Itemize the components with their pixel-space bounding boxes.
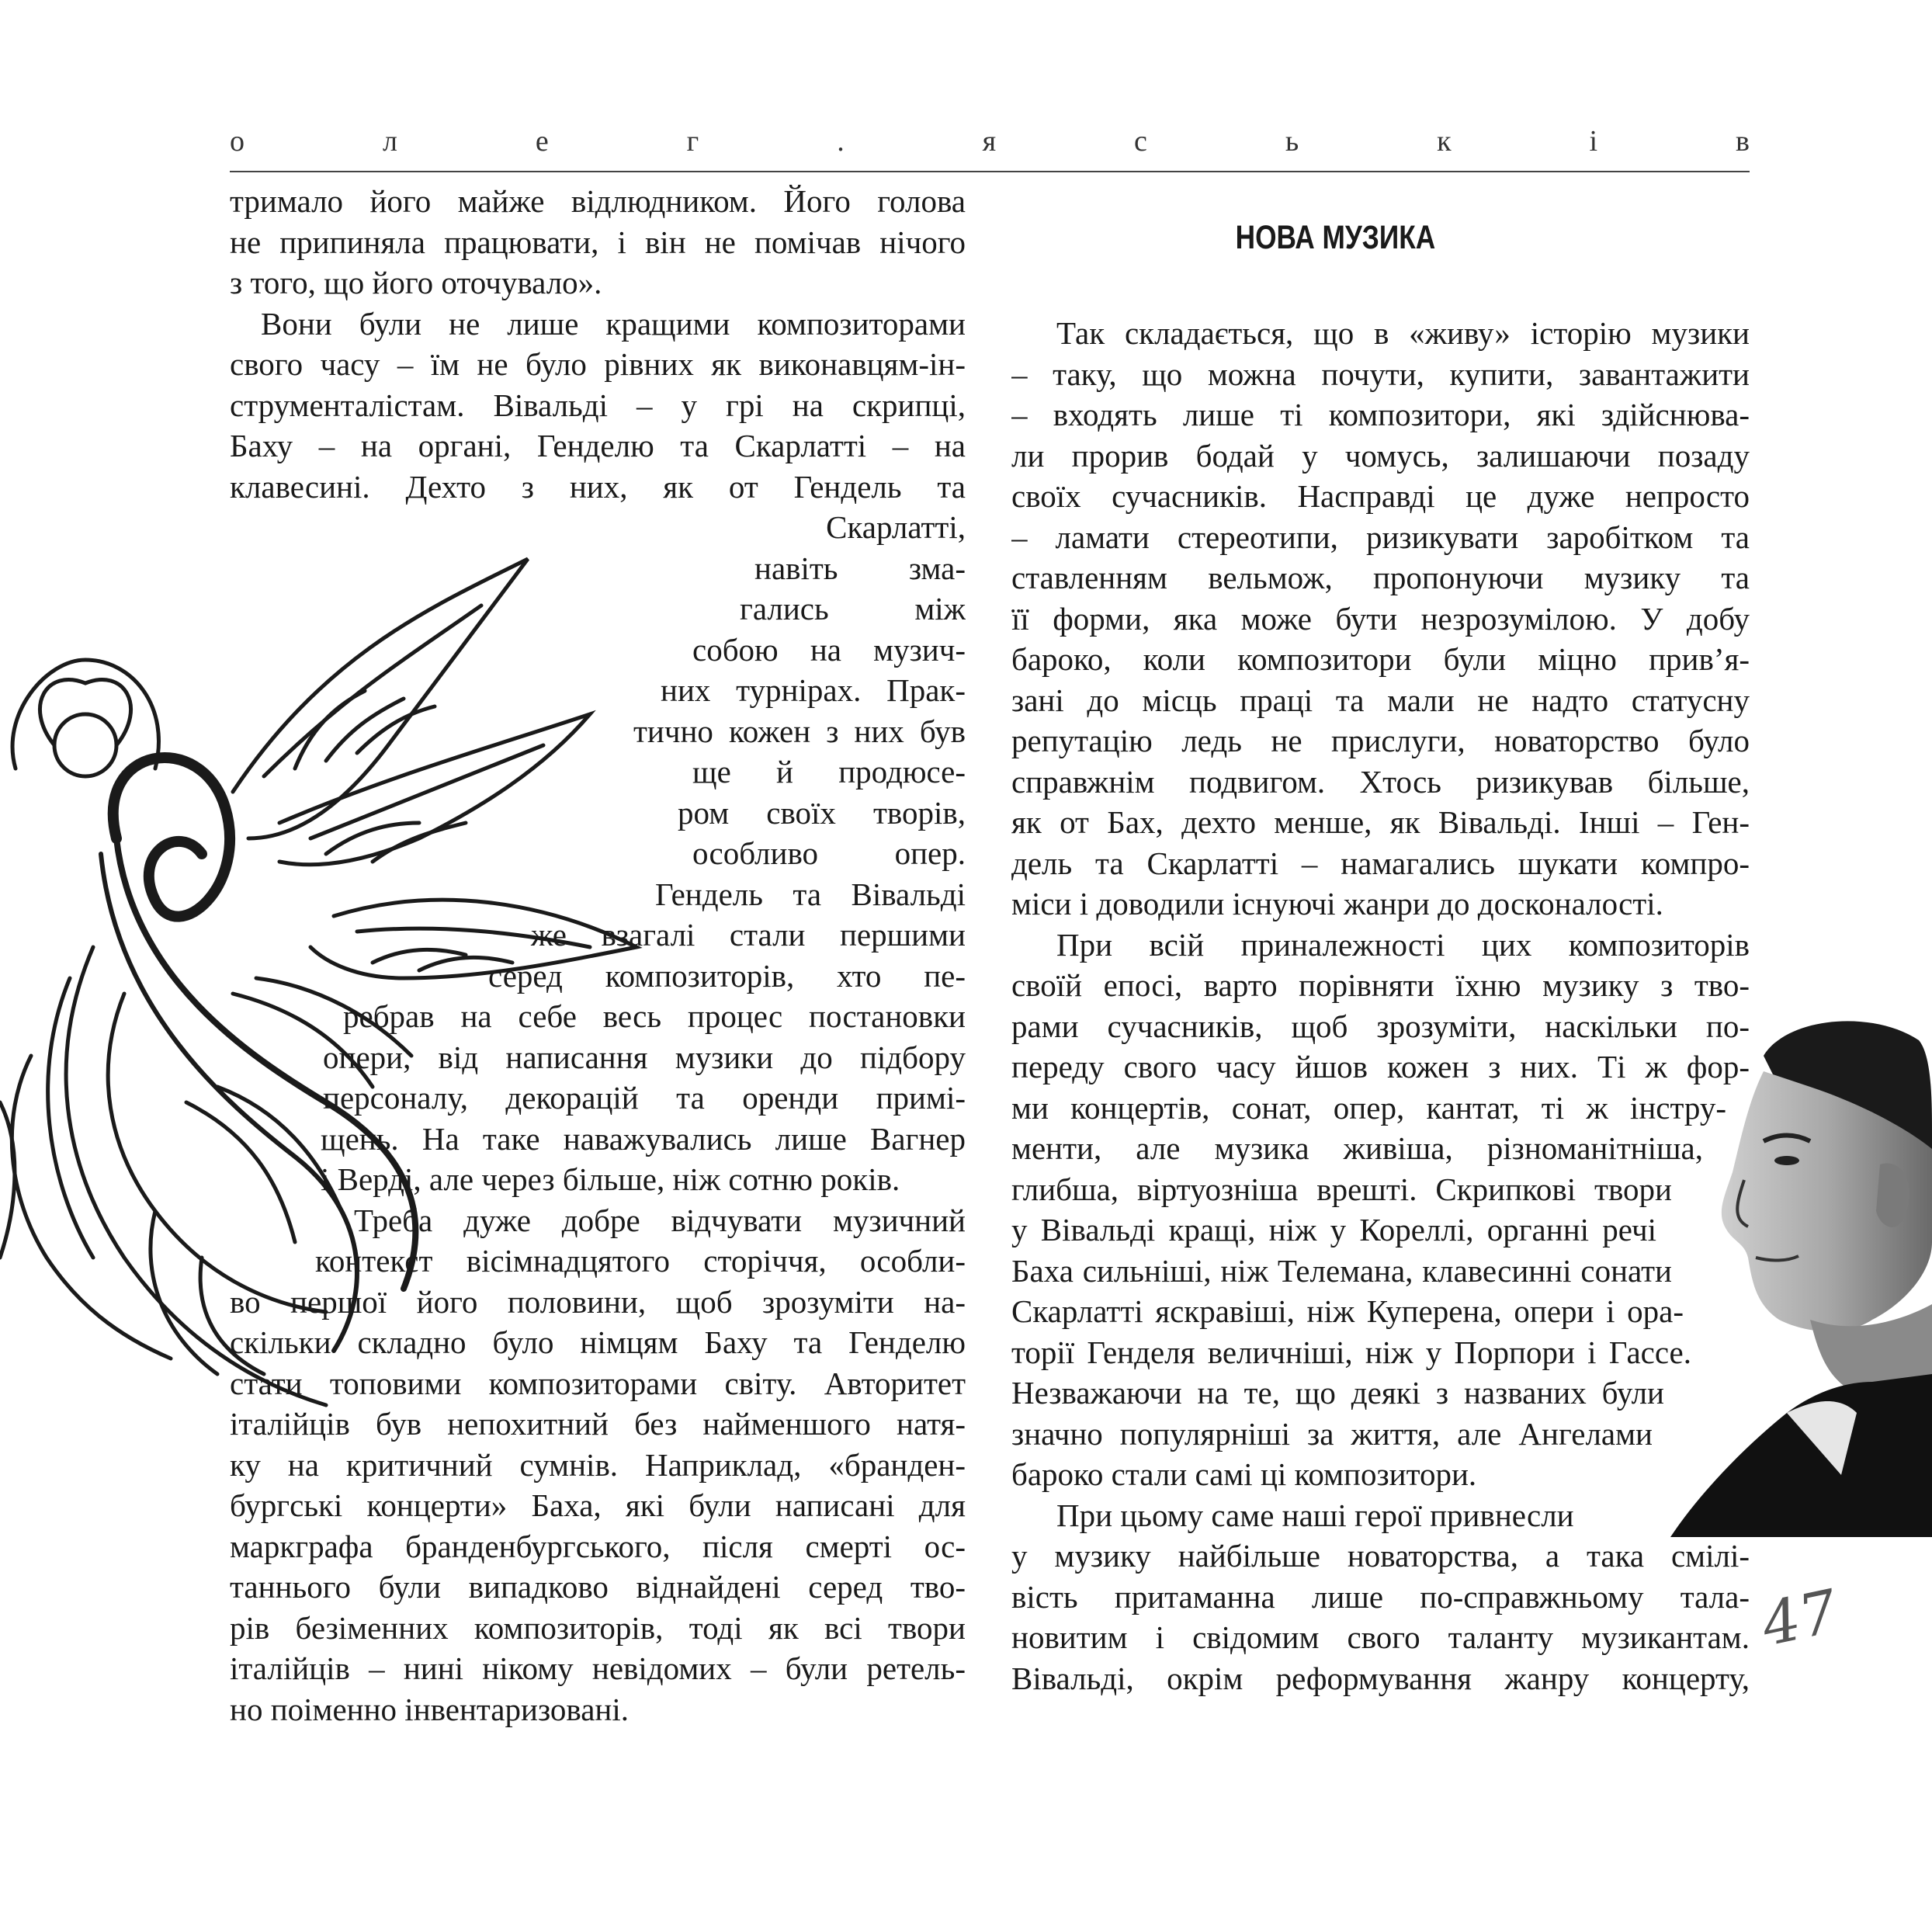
text-line: во першої його половини, щоб зрозуміти на- <box>230 1283 966 1320</box>
text-line: ку на критичний сумнів. Наприклад, «бранден- <box>230 1446 966 1483</box>
text-line: собою на музич- <box>692 631 966 668</box>
text-line: рів безіменних композиторів, тоді як всі твори <box>230 1609 966 1646</box>
header-rule <box>230 171 1750 172</box>
text-line: струменталістам. Вівальді – у грі на скрипці, <box>230 387 966 423</box>
text-line: зані до місць праці та мали не надто статусну <box>1011 682 1750 718</box>
text-line: ставленням вельмож, пропонуючи музику та <box>1011 560 1750 595</box>
text-line: При цьому саме наші герої привнесли <box>1056 1497 1574 1533</box>
text-line: щень. На таке наважувались лише Вагнер <box>321 1120 966 1157</box>
text-line: – ламати стереотипи, ризикувати заробітком та <box>1011 519 1750 555</box>
text-line: таннього були випадково віднайдені серед тво- <box>230 1569 966 1605</box>
text-line: рами сучасників, щоб зрозуміти, наскільки по- <box>1011 1008 1750 1044</box>
text-line: Скарлатті яскравіші, ніж Куперена, опери і ора- <box>1011 1293 1684 1329</box>
left-column <box>230 181 966 1730</box>
text-line: глибша, віртуозніша врешті. Скрипкові твори <box>1011 1171 1672 1207</box>
running-head <box>230 126 1750 157</box>
text-line: ром своїх творів, <box>678 794 966 831</box>
text-line: Баху – на органі, Генделю та Скарлатті – на <box>230 428 966 463</box>
text-line: маркграфа бранденбургського, після смерті ос- <box>230 1528 966 1564</box>
running-head-letter: ь <box>1285 125 1299 158</box>
text-line: Скарлатті, <box>826 509 966 545</box>
text-line: новитим і свідомим свого таланту музикантам. <box>1011 1619 1750 1655</box>
text-line: навіть зма- <box>754 550 966 586</box>
text-line: же взагалі стали першими <box>531 917 966 953</box>
text-line: значно популярніші за життя, але Ангелами <box>1011 1415 1653 1452</box>
text-line: міси і доводили існуючі жанри до досконалості. <box>1011 886 1663 921</box>
running-head-letter: я <box>982 125 997 158</box>
text-line: Незважаючи на те, що деякі з названих були <box>1011 1375 1664 1411</box>
section-title: НОВА МУЗИКА <box>1235 219 1436 256</box>
text-line: серед композиторів, хто пе- <box>488 957 966 994</box>
text-line: вість притаманна лише по-справжньому тала- <box>1011 1578 1750 1615</box>
text-line: Баха сильніші, ніж Телемана, клавесинні сонати <box>1011 1252 1672 1289</box>
text-line: Так складається, що в «живу» історію музики <box>1056 315 1750 351</box>
text-line: своїй епосі, варто порівняти їхню музику з тво- <box>1011 967 1750 1003</box>
text-line: особливо опер. <box>692 835 966 871</box>
text-line: тично кожен з них був <box>633 713 966 749</box>
text-line: своїх сучасників. Насправді це дуже непросто <box>1011 478 1750 514</box>
running-head-letter: в <box>1736 125 1750 158</box>
text-line: свого часу – їм не було рівних як виконавцям-ін- <box>230 346 966 382</box>
text-line: дель та Скарлатті – намагались шукати компро- <box>1011 845 1750 881</box>
running-head-letter: с <box>1134 125 1147 158</box>
running-head-letter: . <box>837 125 845 158</box>
text-line: переду свого часу йшов кожен з них. Ті ж фор- <box>1011 1049 1750 1084</box>
text-line: менти, але музика живіша, різноманітніша, <box>1011 1130 1703 1166</box>
text-line: Гендель та Вівальді <box>655 876 966 912</box>
running-head-letter: і <box>1589 125 1598 158</box>
text-line: гались між <box>740 591 966 626</box>
right-column <box>1011 313 1750 1699</box>
text-line: справжнім подвигом. Хтось ризикував більше, <box>1011 763 1750 800</box>
running-head-letter: л <box>382 125 397 158</box>
text-line: контекст вісімнадцятого сторіччя, особли- <box>315 1243 966 1279</box>
text-line: – входять лише ті композитори, які здійснюва- <box>1011 397 1750 432</box>
text-line: ли прорив бодай у чомусь, залишаючи позаду <box>1011 437 1750 474</box>
text-line: ще й продюсе- <box>692 754 966 789</box>
text-line: ми концертів, сонат, опер, кантат, ті ж інстру- <box>1011 1089 1726 1126</box>
text-line: Вони були не лише кращими композиторами <box>261 305 966 342</box>
text-line: но поіменно інвентаризовані. <box>230 1691 630 1727</box>
page-number: 47 <box>1755 1576 1844 1660</box>
text-line: – таку, що можна почути, купити, завантажити <box>1011 356 1750 392</box>
composer-portrait <box>1670 1009 1932 1537</box>
text-line: італійців – нині нікому невідомих – були ретель- <box>230 1650 966 1686</box>
text-line: скільки складно було німцям Баху та Генделю <box>230 1324 966 1360</box>
text-line: них турнірах. Прак- <box>661 672 966 708</box>
text-line: персоналу, декорацій та оренди примі- <box>323 1080 966 1116</box>
text-line: опери, від написання музики до підбору <box>323 1039 966 1075</box>
running-head-letter: г <box>686 125 699 158</box>
text-line: у Вівальді кращі, ніж у Кореллі, органні речі <box>1011 1212 1656 1248</box>
running-head-letter: о <box>230 125 245 158</box>
text-line: її форми, яка може бути незрозумілою. У добу <box>1011 600 1750 637</box>
text-line: репутацію ледь не прислуги, новаторство було <box>1011 723 1750 758</box>
text-line: не припиняла працювати, і він не помічав нічого <box>230 224 966 260</box>
text-line: італійців був непохитний без найменшого натя- <box>230 1406 966 1442</box>
text-line: у музику найбільше новаторства, а така смілі- <box>1011 1538 1750 1574</box>
text-line: стати топовими композиторами світу. Авторитет <box>230 1365 966 1401</box>
text-line: бароко, коли композитори були міцно прив’я- <box>1011 641 1750 677</box>
text-line: Вівальді, окрім реформування жанру концерту, <box>1011 1660 1750 1696</box>
text-line: з того, що його оточувало». <box>230 265 602 300</box>
running-head-letter: е <box>535 125 549 158</box>
text-line: торії Генделя величніші, ніж у Порпори і Гассе. <box>1011 1334 1691 1370</box>
text-line: клавесині. Дехто з них, як от Гендель та <box>230 468 966 505</box>
text-line: бароко стали самі ці композитори. <box>1011 1456 1477 1492</box>
text-line: Треба дуже добре відчувати музичний <box>354 1202 966 1238</box>
text-line: і Верді, але через більше, ніж сотню років. <box>321 1161 900 1197</box>
text-line: При всій приналежності цих композиторів <box>1056 926 1750 963</box>
text-line: тримало його майже відлюдником. Його голова <box>230 183 966 219</box>
text-line: ребрав на себе весь процес постановки <box>343 998 966 1034</box>
text-line: бургські концерти» Баха, які були написані для <box>230 1487 966 1523</box>
text-line: як от Бах, дехто менше, як Вівальді. Інші – Ген- <box>1011 804 1750 840</box>
running-head-letter: к <box>1437 125 1452 158</box>
